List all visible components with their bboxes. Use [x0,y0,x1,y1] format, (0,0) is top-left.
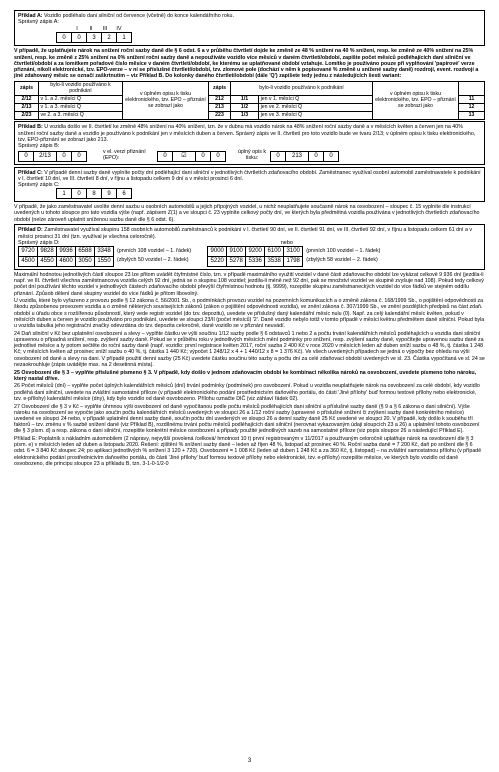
value-cell: 4600 [57,256,76,266]
table-cell: 2/13 [15,103,39,111]
value-cell: 0 [309,151,324,161]
value-cell: 5220 [208,256,227,266]
variants-paragraph: V případě, že uplatňujete nárok na snížení roční sazby daně dle § 6 odst. 6 a v průběhu čtvrtletí dojde ke změně ze 48 % snížení na 40 % snížení, resp. ke změně ze 40% snížení na 25% snížení, resp. ke změně z 25% snížení na 0% snížení roční sazby daně a nepoužíváte vozidlo více měsíců v daném čtvrtletí/období, zapište počet měsíců podléhajících dani silniční ve čtvrtletí/období a za lomítkem pořadové číslo měsíce v daném čtvrtletí/období, ke kterému se uplatňované období vztahuje. Lomítko je používáno pouze při vyplňování 'papírové' verze přiznání, nikoli elektronické, tzv. EPO-verze – v ní se příslušné čtvrtletí/období, tzv. zlomové pole (dochází v něm k popisované % změně u snížené sazby daně) rozdrojí, event. rozdvojí a jiné zdahovaný měsíc se označí zaškrtnutím – viz Příklad B. Do kolonky daného čtvrtletí/období (dále 'Q') zapíšete tedy jednu z následujících šesti variant: [14,48,479,80]
example-a-text: Vozidlo podléhalo dani silniční od července (včetně) do konce kalendářního roku. [44,13,234,19]
example-b-row [18,149,481,161]
quarter-header-a [70,25,126,32]
col-epo: v úplném opisu k tisku elektronického, tzv. EPO – přiznání se zobrazí jako [123,81,209,119]
row-note: (prvních 108 vozidel – 1. řádek) [117,248,192,255]
col-used: bylo-li vozidlo používáno k podnikání [39,81,123,95]
blank [459,81,485,95]
example-d-left [18,246,191,267]
row-note: (prvních 100 vozidel – 1. řádek) [306,248,381,255]
value-cell: 9936 [57,246,76,256]
row-note: (zbylých 50 vozidel – 2. řádek) [117,257,189,264]
value-cell: 2/13 [34,151,57,161]
value-cell: 3100 [284,246,303,256]
example-a-heading: Příklad A: [18,13,43,19]
value-cell: 0 [271,151,286,161]
variants-table [14,81,485,120]
col-epo: v úplném opisu k tisku elektronického, tzv. EPO – přiznání se zobrazí jako [373,81,459,119]
value-cell: 9100 [227,246,246,256]
example-d-left-cells [18,246,114,267]
value-cell: 4500 [19,256,38,266]
value-cell: 0 [72,151,87,161]
section-27: 27 Osvobození dle § 3 v Kč – vyplňte úhrnnou výši osvobození od daně vypočítanou podle počtu měsíců podléhajících dani silniční a příslušné sazby daně (§ 9 a § 6 zákona o dani silniční). Výše nároku na osvobození se vypočte jako součin počtu kalendářních měsíců uvedených ve sloupci 26 a 1/12 roční sazby (upravené o příslušné snížení či zvýšení sazby daně konkrétního měsíce) uvedené ve sloupci 24 nebo, v případě uplatnění denní sazby daně, součin počtu dní uvedených ve sloupci 26 a denní sazby daně 25 Kč uvedené ve sloupci 20. V případě, kdy došlo k souběhu tří faktorů – tzv. změnu v % sazbě snížení daně (viz Příklad B), rozdílnému trvání počtu měsíců podléhajících dani silniční (nerovnat vykazovaným údaji sloupcích 23 a 26) a uplatnění tohoto osvobození dle § 3 písm. d) a resp. zákona o dani silniční, rozepište konkrétní měsíce osvobození a případy použité jednotlivých sazeb na samostatné příloze (viz popis sloupce 26 a následující Příklad E). [14,403,480,435]
value-cell: 9828 [38,246,57,256]
example-d-right-cells [207,246,303,267]
example-b-full-cells [270,151,339,162]
value-cell: 1 [57,189,72,199]
table-cell: 2/12 [15,95,39,103]
value-cell: 0 [211,151,226,161]
example-a-label: Správný zápis A: [18,19,59,26]
value-cell: 213 [286,151,309,161]
example-b-epo-cells [157,151,226,162]
value-cell: 0 [72,33,87,43]
col-header: IV [116,25,122,32]
example-d-label: Správný zápis D: [18,239,60,246]
value-cell: 5278 [227,256,246,266]
table-cell: jen v 1. měsíci Q [259,95,373,103]
value-cell: 6100 [265,246,284,256]
example-d-tables [18,246,481,267]
example-d-right [207,246,380,267]
table-cell: 13 [459,111,485,119]
value-cell: 0 [158,151,173,161]
table-cell: jen ve 3. měsíci Q [259,111,373,119]
value-cell: 4550 [38,256,57,266]
page-number: 3 [247,758,252,764]
example-b-label: Správný zápis B: [18,143,60,150]
value-cell: 9000 [208,246,227,256]
col-header: III [102,25,108,32]
paragraph-max: Maximální hodnotou jednotlivých částí sloupce 23 lze přitom uvádět čtyřmístné číslo, tzn. v případě maximálního využití vozidel v dané části zdaňovacího období lze vykázat celkově 9 936 dní (jezdila-li např. ve III. čtvrtletí všechna zaměstnancova vozidla celých 92 dní, jedná se o skupinu 108 vozidel; jezdila-li méně než 92 dní, pak se množství vozidel ve skupině zvyšuje nad 108). Pokud tedy celkový počet dní používání těchto vozidel v jednotlivých částech zdaňovacího období převýší čtyřmístnou hodnotu (tj. 9999), rozepište skupinu zaměstnaneckých vozidel do více řádků ve stejném oddílu přiznání. Způsob dělení dané skupiny vozidel do více řádků je přitom libovolný. [14,271,484,297]
section-26: 26 Počet měsíců (dní) – vyplňte počet úplných kalendářních měsíců (dní) trvání podmínky (podmínek) pro osvobození. Pokud u vozidla neuplatňujete nárok na osvobození za celé období, kdy vozidlo podléhá dani silniční, uvedete na zvláštní samostatné příloze (v případě elektronického podání prostřednictvím daňového portálu, do části 'Jiné přílohy' buď formou textové přílohy nebo elektronické, tzv. e-přílohy) kalendářní měsíce (dny), kdy bylo vozidlo od daně osvobozeno. Přílohu označte DIČ (viz záhlaví řádek 02). [14,383,480,402]
value-cell: 3 [87,33,102,43]
value-cell: 2 [102,33,117,43]
example-b-cells [18,151,87,162]
value-cell: 3538 [265,256,284,266]
row-note: (zbylých 58 vozidel – 2. řádek) [306,257,378,264]
example-d-right-notes [306,247,380,265]
example-c-label: Správný zápis C: [18,182,60,189]
value-cell: 6 [117,189,132,199]
example-b-box [14,121,485,164]
paragraph-tarif: U vozidla, které bylo vyřazeno z provozu podle § 12 zákona č. 56/2001 Sb., o podmínkách provozu vozidel na pozemních komunikacích a o změně zákona č. 168/1999 Sb., o pojištění odpovědnosti za škodu způsobenou provozem vozidla a o změně některých souvisejících zákonů (zákon o pojištění odpovědnosti vozidla), ve znění zákona č. 307/1999 Sb., ve znění pozdějších předpisů na část zdaň. období u úřadu obce s rozšířenou působností, který vede registr vozidel (do tzv. depozitu), uvedete ve příslušný daný kalendářní měsíc nulu (0). Např. za celý kalendářní měsíc květen, pokud v měsících duben a červen je vozidlo používáno pro podnikání, uvedete ve sloupci 23/II (počet měsíců) '2'. Daně vozidlo nebylo totiž v tomto případě v měsíci květnu předmětem daně silniční. Pokud byla u vozidla tabulka jeho registrační značky odevzdána do tzv. depozita celoročně, daně vozidlo se v přiznání neuvádí. [14,298,485,330]
checkbox-icon: ☑ [173,151,196,161]
example-d-heading: Příklad D: [18,227,43,234]
epo-label: v el. verzi přiznání (EPO): [103,149,146,162]
value-cell: 0 [57,33,72,43]
value-cell: 9720 [19,246,38,256]
table-cell: ve 2. a 3. měsíci Q [39,111,123,119]
col-header: I [76,25,78,32]
instruction-page [14,10,485,467]
col-used: bylo-li vozidlo používáno k podnikání [231,81,373,95]
example-d-left-notes [117,247,191,265]
value-cell: 0 [72,189,87,199]
value-cell: 3348 [95,246,114,256]
table-cell: 223 [209,111,231,119]
example-c-cells [56,188,132,199]
paragraph-c2: V případě, že jako zaměstnavatel uvolíte denní sazbu u osobních automobilů a jejich přípojných vozidel, u nichž neuplatňujete současně nárok na osvobození – sloupec č. 15 vyplníte dle instrukcí uvedených u tohoto sloupce pro tato vozidla výše (např. zápisem Z(1) a ve sloupci č. 23 vyplníte celkový počty dní, ve kterých byla předmětná vozidla používána v jednotlivých čtvrtletích zdaňovacího období (nelze zároveň uplatnit sníženou sazbu daně dle § 6 odst. 6). [14,204,480,223]
table-cell: 212 [209,95,231,103]
table-cell: v 1. a 2. měsíci Q [39,95,123,103]
table-cell: 12 [459,103,485,111]
table-cell: v 1. a 3. měsíci Q [39,103,123,111]
value-cell: 3050 [76,256,95,266]
example-b-heading: Příklad B: [18,124,43,131]
table-cell: 213 [209,103,231,111]
value-cell: 0 [19,151,34,161]
full-opis-label: úplný opis k tisku: [238,149,266,162]
example-c-text: V případě denní sazby daně vyplníte počty dní podléhající dani silniční v jednotlivých čtvrtletích zdaňovacího období. Zaměstnanec využíval osobní automobil zaměstnavatele k podnikání v I. čtvrtletí 10 dní, ve III. čtvrtletí 8 dní, v říjnu a listopadu celkem 9 dní a v měsíci prosinci 6 dní. [18,169,481,182]
example-b-text: U vozidla došlo ve II. čtvrtletí ke změně 48% snížení na 40% snížení, tzn. že v dubnu má vozidlo nárok na 48% snížení roční sazby daně a v měsících květen a červen jen na 40% snížení roční sazby daně a vozidlo je používáno k podnikání jen v měsících duben a červen. Správný zápis ve II. čtvrtletí pro toto vozidlo bude ve tvaru 2/13; v úplném opisu k tisku elektronického, tzv. EPO-přiznání se zobrazí jako 213. [18,124,476,143]
value-cell: 0 [196,151,211,161]
table-cell: 1/2 [231,103,259,111]
value-cell: 5336 [246,256,265,266]
col-zapis: zápis [209,81,231,95]
value-cell: 1 [117,33,132,43]
value-cell: 0 [57,151,72,161]
example-c-box [14,167,485,203]
table-cell: 11 [459,95,485,103]
value-cell: 9200 [246,246,265,256]
example-d-box [14,224,485,270]
table-cell: jen ve 2. měsíci Q [259,103,373,111]
value-cell: 6588 [76,246,95,256]
example-e: Příklad E: Poplatník s nákladním automobilem (2 nápravy, nejvyšší povolená /celková/ hmotnost 10 t) první registrovaným v 11/2017 a používaným celoročně uplatňuje nárok na osvobození dle § 3 písm. e) v měsících leden až duben a listopadu 2020. Řešení: zjištění % snížení sazby daně – leden až říjen 48 %, listopad až prosinec 40 %. Roční sazba daně = 7 200 Kč, daň po snížení dle § 6 odst. 6 = 3 840 Kč sloupec 24; po aplikaci jednotlivých % snížení 3 120 + 720). Osvobození = 1 008 Kč (leden až duben 1 248 Kč a za 360 Kč, tj. listopad) – na zvláštní samostatnou přílohu (v případě elektronického podání prostřednictvím daňového portálu, do části 'Jiné přílohy' buď formou textové přílohy nebo elektronické, tzv. e-přílohy) rozepište měsíce, ve kterých bylo vozidlo od daně osvobozeno, dle principu sloupce 23 a příkladu B, tzn. 3-1-0-1/2-0 [14,436,482,467]
example-a-box [14,10,485,46]
value-cell: 1798 [284,256,303,266]
col-header: II [89,25,93,32]
col-zapis: zápis [15,81,39,95]
section-25: 25 Osvobození dle § 3 – vyplňte příslušné písmeno § 3. V případě, kdy došlo v jednom zdaňovacím období ke kombinaci několika nároků na osvobození, uvedete písmeno toho nároku, který nastal dříve. [14,369,477,382]
value-cell: 0 [324,151,339,161]
example-c-heading: Příklad C: [18,169,43,176]
example-a-cells [56,32,132,43]
section-24: 24 Daň silniční v Kč bez uplatnění osvobození a slevy – vyplňte částku ve výši součinu 1/12 sazby podle § 6 odstavců 1 nebo 2 a počtu trvání kalendářních měsíců podléhajících u vozidla dani silniční upravenou o případná snížení, resp. zvýšení sazby daně. Pokud se v průběhu roku v jednotlivých měsících mění podmínky pro snížení, resp. zvýšení sazby daně, vypočítejte upravenou sazbu daně za jednotlivé měsíce a ty potom sečtěte do roční sazby daně (např. vozidlo: první registrace květen 2017, roční sazba 2 400 Kč v roce 2020 v měsících leden až duben sníží sazbu o 48 %, tj. částka 1 248 Kč; v měsících květen až prosinec sníží sazbu o 40 %, tj. částka 1 440 Kč; výpočet 1 248/12 x 4 + 1 440/12 x 8 = 1 376 Kč). Ve všech uvedených případech se jedná o výpočty bez ohledu na výši osvobození od daně a slevy na dani. V případě použití denní sazby (25 Kč) uvedete částku součinu této sazby a počtu dní za celé zdaňovací období uvedených ve sl. 23. Částka vypočítaná ve sl. 24 se nezaokrouhluje (zápis uvádějte max. na 2 desetinná místa). [14,330,485,368]
table-cell: 1/1 [231,95,259,103]
value-cell: 1550 [95,256,114,266]
table-cell: 1/3 [231,111,259,119]
example-d-text: Zaměstnavatel využíval skupinu 158 osobních automobilů zaměstnanců k podnikání v I. čtvrtletí 90 dní, ve II. čtvrtletí 91 dní, ve III. čtvrtletí 92 dní, v říjnu a listopadu celkem 61 dní a v měsíci prosinci 31 dní (tzn. využíval je všechna celoročně). [18,227,473,240]
nebo-label: nebo [280,239,293,246]
value-cell: 9 [102,189,117,199]
table-cell: 2/23 [15,111,39,119]
value-cell: 8 [87,189,102,199]
